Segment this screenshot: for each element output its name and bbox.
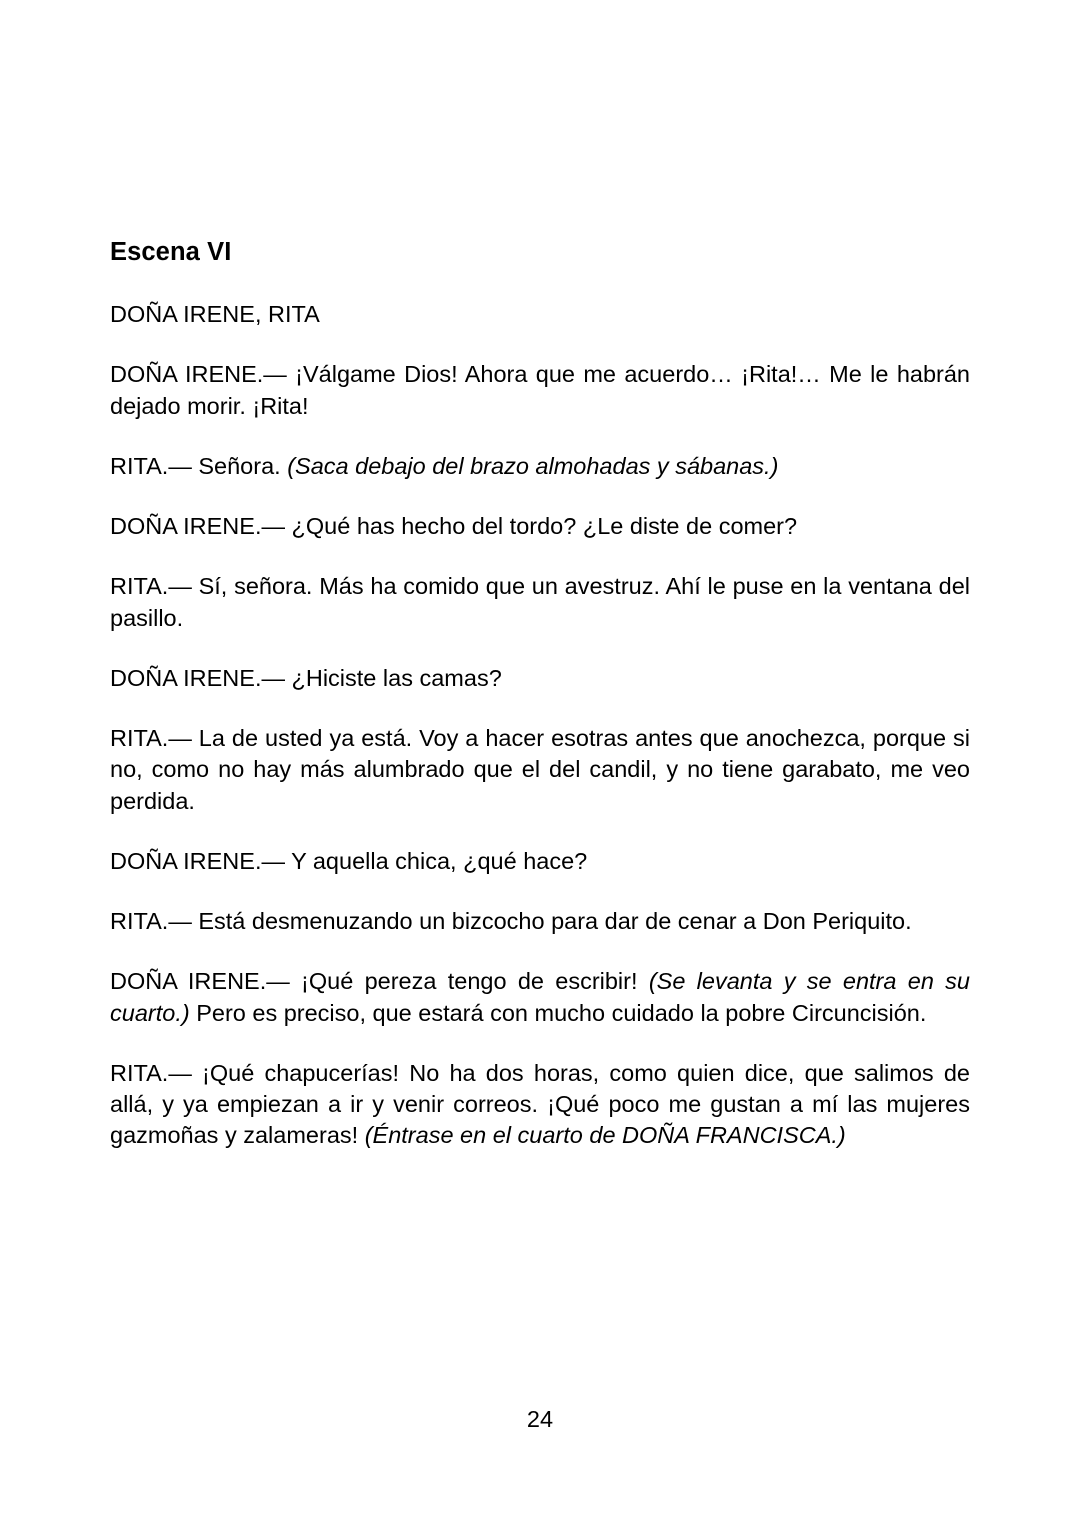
speaker-label: DOÑA IRENE.— — [110, 968, 290, 995]
dialogue-text: ¿Qué has hecho del tordo? ¿Le diste de comer? — [284, 513, 798, 540]
stage-direction: (Se levanta y se entra en su cuarto.) — [110, 968, 970, 1026]
dialogue-line — [110, 663, 970, 694]
speaker-label: RITA.— — [110, 573, 192, 600]
dialogue-line — [110, 966, 970, 1029]
page-content — [110, 236, 970, 1152]
dialogue-text: Pero es preciso, que estará con mucho cuidado la pobre Circuncisión. — [189, 999, 927, 1026]
dialogue-text: ¡Válgame Dios! Ahora que me acuerdo… ¡Rita!… Me le habrán dejado morir. ¡Rita! — [110, 361, 970, 419]
dialogue-line — [110, 359, 970, 422]
scene-heading: Escena VI — [110, 238, 232, 266]
dialogue-text: Señora. — [191, 452, 288, 479]
dialogue-text: ¡Qué chapucerías! No ha dos horas, como quien dice, que salimos de allá, y ya empiezan a ir y venir correos. ¡Qué poco me gustan a mí las mujeres gazmoñas y zalameras! — [110, 1059, 970, 1149]
dialogue-line — [110, 511, 970, 542]
stage-direction: (Saca debajo del brazo almohadas y sábanas.) — [287, 452, 779, 479]
speaker-label: RITA.— — [110, 1059, 192, 1086]
speaker-label: DOÑA IRENE.— — [110, 847, 285, 874]
dialogue-line — [110, 1058, 970, 1152]
dialogue-text: ¡Qué pereza tengo de escribir! — [289, 968, 649, 995]
dialogue-line — [110, 846, 970, 877]
speaker-label: RITA.— — [110, 452, 192, 479]
dialogue-text: ¿Hiciste las camas? — [284, 664, 502, 691]
speaker-label: RITA.— — [110, 725, 192, 752]
dialogue-line — [110, 451, 970, 482]
dialogue-text: Sí, señora. Más ha comido que un avestruz. Ahí le puse en la ventana del pasillo. — [110, 573, 970, 631]
page-number: 24 — [526, 1406, 554, 1432]
dialogue-list — [110, 359, 970, 1151]
dialogue-line — [110, 571, 970, 634]
dialogue-text: Y aquella chica, ¿qué hace? — [284, 847, 588, 874]
dialogue-line — [110, 906, 970, 937]
cast-list: DOÑA IRENE, RITA — [110, 300, 320, 327]
dialogue-text: Está desmenuzando un bizcocho para dar de cenar a Don Periquito. — [191, 908, 912, 935]
speaker-label: DOÑA IRENE.— — [110, 513, 285, 540]
speaker-label: DOÑA IRENE.— — [110, 664, 285, 691]
speaker-label: RITA.— — [110, 908, 192, 935]
dialogue-line — [110, 723, 970, 817]
dialogue-text: La de usted ya está. Voy a hacer esotras antes que anochezca, porque si no, como no hay más alumbrado que el del candil, y no tiene garabato, me veo perdida. — [110, 725, 970, 814]
stage-direction: (Éntrase en el cuarto de DOÑA FRANCISCA.) — [364, 1122, 846, 1149]
speaker-label: DOÑA IRENE.— — [110, 361, 287, 388]
